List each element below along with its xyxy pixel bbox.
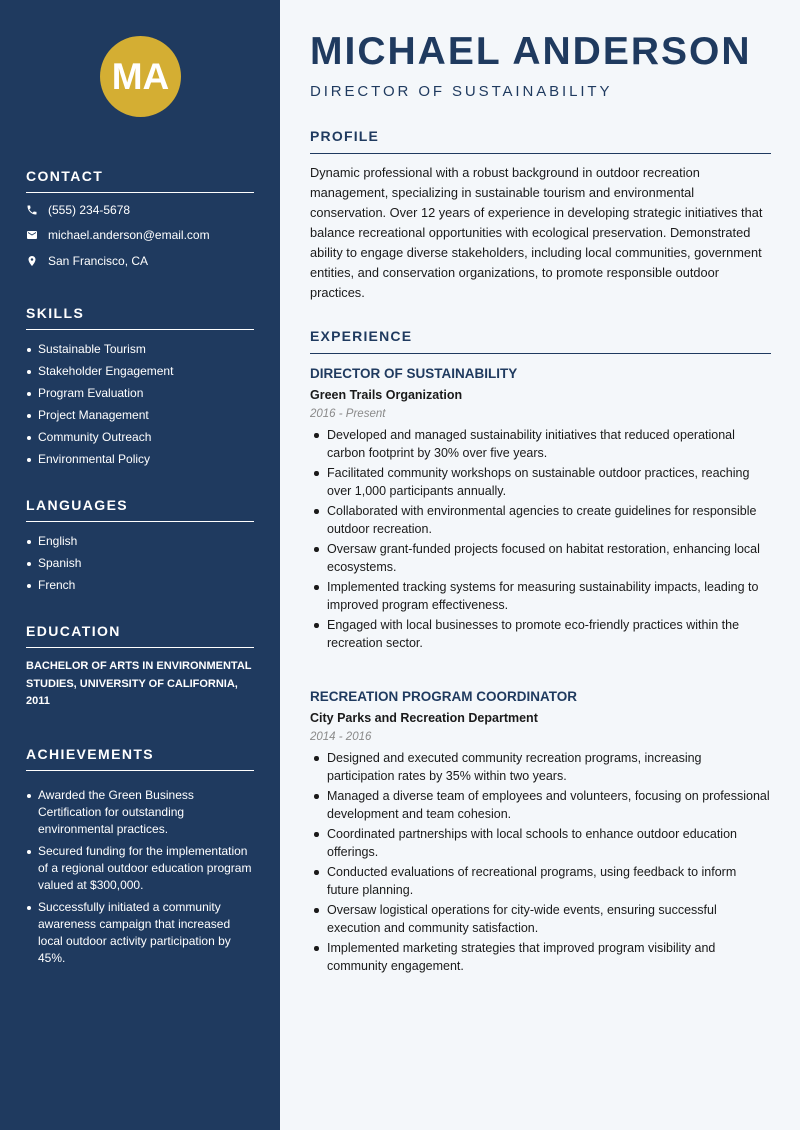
achievement-item: Secured funding for the implementation of a regional outdoor education program valued at $300,000. <box>26 843 254 894</box>
avatar: MA <box>100 36 181 117</box>
contact-section <box>26 168 254 274</box>
job-bullet: Conducted evaluations of recreational programs, using feedback to inform future planning. <box>310 863 771 899</box>
language-item: French <box>26 574 254 596</box>
skill-item: Environmental Policy <box>26 448 254 470</box>
contact-email <box>26 223 254 249</box>
job-bullet: Collaborated with environmental agencies to create guidelines for responsible outdoor recreation. <box>310 502 771 538</box>
skill-item: Community Outreach <box>26 426 254 448</box>
skills-list <box>26 338 254 470</box>
phone-text: (555) 234-5678 <box>48 202 131 217</box>
email-text: michael.anderson@email.com <box>48 228 210 243</box>
contact-title: CONTACT <box>26 168 254 193</box>
education-degree: BACHELOR OF ARTS IN ENVIRONMENTAL STUDIES, UNIVERSITY OF CALIFORNIA, 2011 <box>26 660 252 707</box>
job-organization: Green Trails Organization <box>310 388 463 402</box>
skill-item: Sustainable Tourism <box>26 338 254 360</box>
job-dates: 2014 - 2016 <box>310 731 372 743</box>
language-item: English <box>26 530 254 552</box>
job-bullet: Designed and executed community recreation programs, increasing participation rates by 35% within two years. <box>310 749 771 785</box>
skill-item: Program Evaluation <box>26 382 254 404</box>
profile-title: PROFILE <box>310 128 771 154</box>
job-bullets <box>310 426 771 652</box>
job-bullet: Oversaw logistical operations for city-wide events, ensuring successful execution and community satisfaction. <box>310 901 771 937</box>
skills-title: SKILLS <box>26 305 254 330</box>
job-bullets <box>310 749 771 975</box>
sidebar <box>0 0 280 1130</box>
job-entry <box>310 366 771 654</box>
job-bullet: Coordinated partnerships with local schools to enhance outdoor education offerings. <box>310 825 771 861</box>
profile-text: Dynamic professional with a robust background in outdoor recreation management, specializing in sustainable tourism and environmental conservation. Over 12 years of experience in developing strategic initiatives that balance recreational opportunities with ecological preservation. Demonstrated ability to engage diverse stakeholders, including local communities, government entities, and conservation organizations, to promote responsible outdoor practices. <box>310 165 763 300</box>
achievement-item: Awarded the Green Business Certification for outstanding environmental practices. <box>26 787 254 838</box>
experience-title: EXPERIENCE <box>310 328 771 354</box>
job-dates: 2016 - Present <box>310 408 386 420</box>
location-text: San Francisco, CA <box>48 253 149 268</box>
job-title: RECREATION PROGRAM COORDINATOR <box>310 689 578 704</box>
languages-title: LANGUAGES <box>26 497 254 522</box>
achievements-title: ACHIEVEMENTS <box>26 746 254 771</box>
job-bullet: Developed and managed sustainability initiatives that reduced operational carbon footprint by 30% over five years. <box>310 426 771 462</box>
skill-item: Stakeholder Engagement <box>26 360 254 382</box>
job-organization: City Parks and Recreation Department <box>310 711 538 725</box>
education-section <box>26 623 254 711</box>
language-item: Spanish <box>26 552 254 574</box>
languages-list <box>26 530 254 596</box>
location-pin-icon <box>26 255 38 267</box>
job-bullet: Managed a diverse team of employees and volunteers, focusing on professional development and team cohesion. <box>310 787 771 823</box>
achievement-item: Successfully initiated a community awareness campaign that increased local outdoor activity participation by 45%. <box>26 899 254 967</box>
job-title: DIRECTOR OF SUSTAINABILITY <box>310 366 518 381</box>
achievements-section <box>26 746 254 972</box>
skill-item: Project Management <box>26 404 254 426</box>
mail-icon <box>26 229 38 241</box>
job-bullet: Oversaw grant-funded projects focused on habitat restoration, enhancing local ecosystems. <box>310 540 771 576</box>
job-bullet: Facilitated community workshops on sustainable outdoor practices, reaching over 1,000 participants annually. <box>310 464 771 500</box>
skills-section <box>26 305 254 470</box>
education-title: EDUCATION <box>26 623 254 648</box>
languages-section <box>26 497 254 596</box>
full-name: MICHAEL ANDERSON <box>310 30 752 73</box>
phone-icon <box>26 204 38 216</box>
job-bullet: Implemented tracking systems for measuring sustainability impacts, leading to improved program effectiveness. <box>310 578 771 614</box>
job-role: DIRECTOR OF SUSTAINABILITY <box>310 83 613 100</box>
contact-location <box>26 248 254 274</box>
job-entry <box>310 689 771 977</box>
job-bullet: Implemented marketing strategies that improved program visibility and community engagement. <box>310 939 771 975</box>
achievements-list <box>26 787 254 967</box>
contact-phone <box>26 197 254 223</box>
job-bullet: Engaged with local businesses to promote eco-friendly practices within the recreation sector. <box>310 616 771 652</box>
